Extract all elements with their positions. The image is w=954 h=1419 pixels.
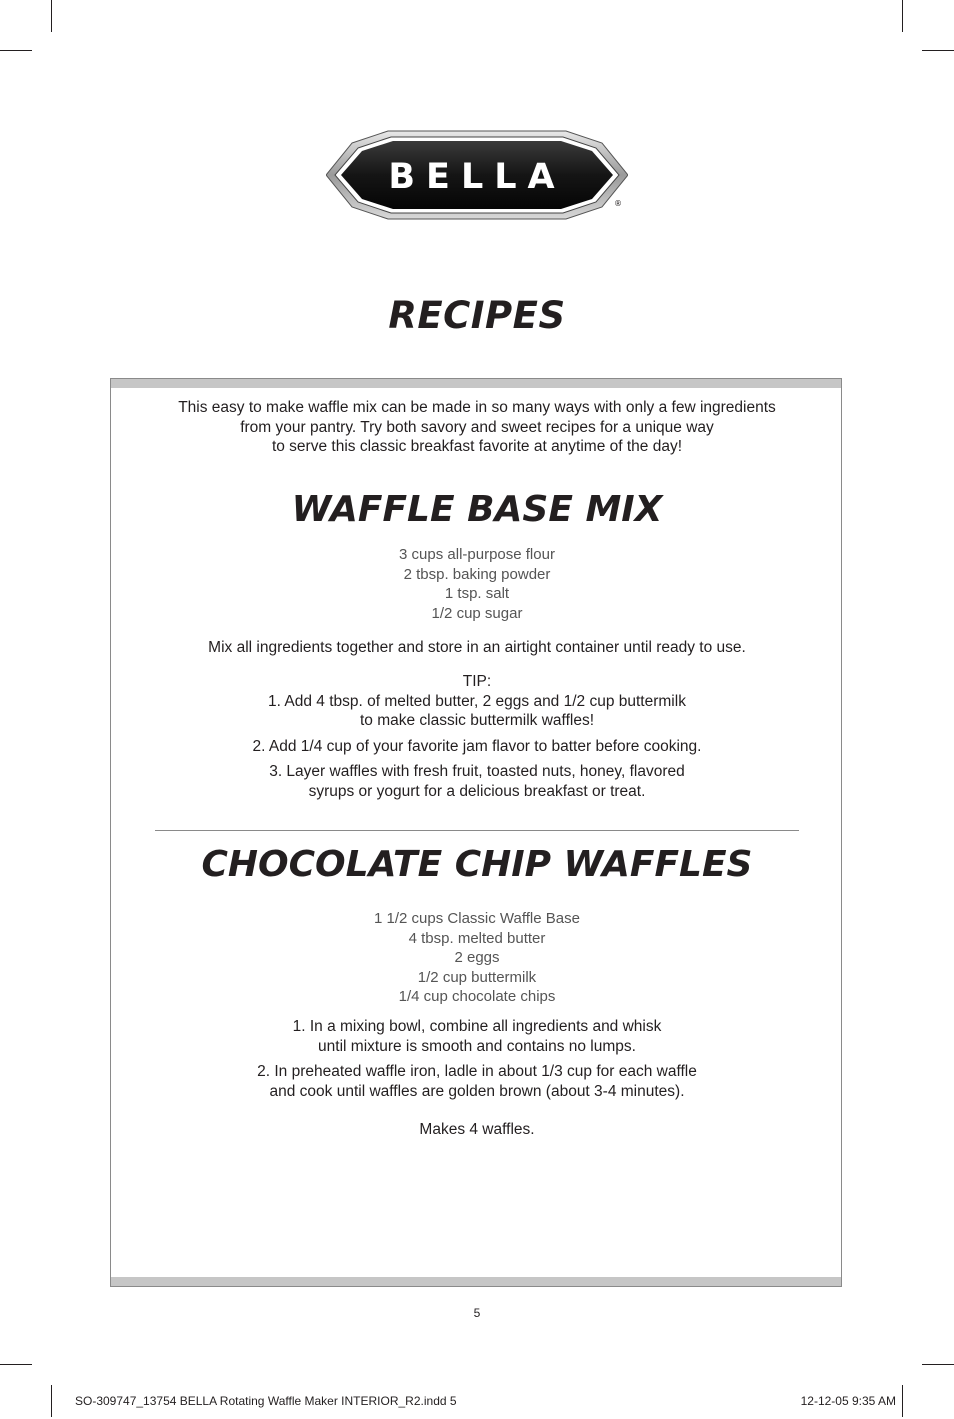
- instruction-text: Mix all ingredients together and store in an airtight container until ready to use.: [208, 639, 746, 656]
- crop-mark-top-right-horizontal: [922, 50, 954, 51]
- crop-mark-bottom-left-horizontal: [0, 1364, 32, 1365]
- chocolate-chip-ingredients: [111, 909, 843, 1007]
- recipe-box-top-bar: [111, 379, 841, 388]
- ingredient-item: 1/4 cup chocolate chips: [398, 988, 556, 1005]
- ingredient-item: 1 1/2 cups Classic Waffle Base: [374, 910, 580, 927]
- step-line: and cook until waffles are golden brown (about 3-4 minutes).: [269, 1082, 685, 1100]
- tip-line: to make classic buttermilk waffles!: [359, 712, 594, 729]
- chocolate-chip-steps: [111, 1017, 843, 1101]
- page-title: RECIPES: [388, 294, 566, 337]
- intro-line: from your pantry. Try both savory and sweet recipes for a unique way: [240, 418, 714, 436]
- tip-block: [111, 672, 843, 801]
- crop-mark-top-right-vertical: [902, 0, 903, 32]
- crop-mark-top-left-vertical: [51, 0, 52, 32]
- ingredient-item: 1/2 cup sugar: [431, 604, 523, 622]
- ingredient-item: 1 tsp. salt: [444, 585, 510, 602]
- step-line: until mixture is smooth and contains no lumps.: [318, 1037, 636, 1055]
- tip-line: syrups or yogurt for a delicious breakfast or treat.: [308, 782, 646, 800]
- tip-line: 3. Layer waffles with fresh fruit, toasted nuts, honey, flavored: [269, 763, 685, 780]
- crop-mark-top-left-horizontal: [0, 50, 32, 51]
- chocolate-chip-heading-block: [111, 844, 843, 885]
- waffle-base-mix-heading-block: [111, 489, 843, 530]
- bella-logo: [326, 129, 628, 221]
- recipe-box: [110, 378, 842, 1287]
- tip-label: TIP:: [462, 673, 492, 690]
- tip-line: 1. Add 4 tbsp. of melted butter, 2 eggs and 1/2 cup buttermilk: [268, 692, 686, 710]
- step-line: 1. In a mixing bowl, combine all ingredients and whisk: [292, 1018, 662, 1035]
- intro-line: to serve this classic breakfast favorite at anytime of the day!: [271, 438, 683, 455]
- section-divider: [155, 830, 799, 831]
- page-number: 5: [473, 1306, 481, 1320]
- slug-file-info: SO-309747_13754 BELLA Rotating Waffle Maker INTERIOR_R2.indd 5: [75, 1394, 457, 1408]
- registered-mark: ®: [614, 199, 622, 208]
- ingredient-item: 1/2 cup buttermilk: [417, 968, 537, 986]
- logo-wordmark: BELLA: [388, 157, 566, 197]
- waffle-base-mix-instruction: [111, 638, 843, 658]
- ingredient-item: 2 tbsp. baking powder: [403, 565, 551, 583]
- yield-line: [111, 1120, 843, 1140]
- ingredient-item: 4 tbsp. melted butter: [408, 929, 546, 947]
- tip-line: 2. Add 1/4 cup of your favorite jam flavor to batter before cooking.: [252, 737, 702, 755]
- crop-mark-bottom-left-vertical: [51, 1385, 52, 1417]
- intro-line: This easy to make waffle mix can be made in so many ways with only a few ingredients: [178, 399, 776, 416]
- yield-text: Makes 4 waffles.: [419, 1121, 535, 1138]
- chocolate-chip-waffles-title: CHOCOLATE CHIP WAFFLES: [201, 844, 753, 885]
- intro-paragraph: [111, 398, 843, 457]
- step-line: 2. In preheated waffle iron, ladle in about 1/3 cup for each waffle: [257, 1063, 697, 1080]
- waffle-base-mix-title: WAFFLE BASE MIX: [291, 489, 663, 530]
- crop-mark-bottom-right-vertical: [902, 1385, 903, 1417]
- recipe-box-bottom-bar: [111, 1277, 841, 1286]
- slug-date-info: 12-12-05 9:35 AM: [800, 1394, 896, 1408]
- waffle-base-mix-ingredients: [111, 545, 843, 623]
- ingredient-item: 3 cups all-purpose flour: [399, 546, 555, 563]
- ingredient-item: 2 eggs: [454, 949, 500, 966]
- crop-mark-bottom-right-horizontal: [922, 1364, 954, 1365]
